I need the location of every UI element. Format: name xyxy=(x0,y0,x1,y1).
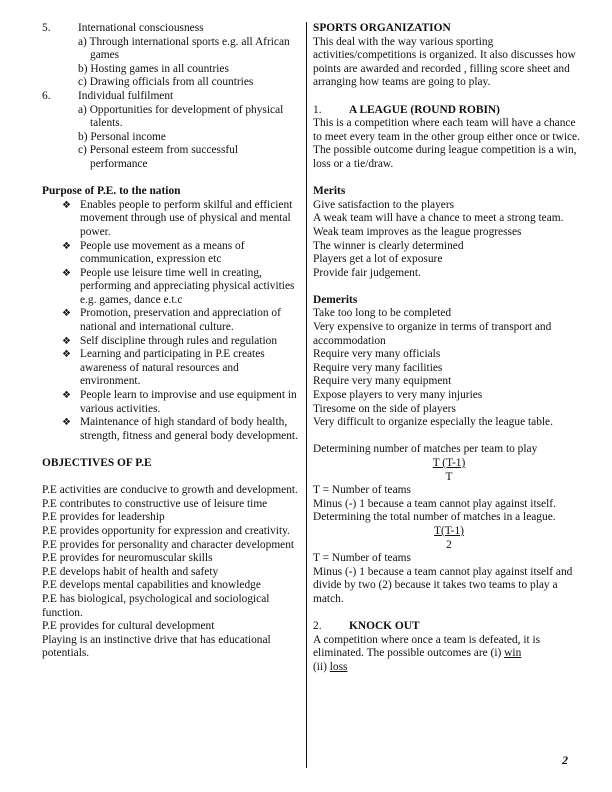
demerit-line: Take too long to be completed xyxy=(313,307,452,320)
demerit-line: Very difficult to organize especially the league table. xyxy=(313,416,553,429)
formula-denominator: T xyxy=(445,470,453,483)
sub-item: a) Through international sports e.g. all African games xyxy=(78,35,290,62)
list-item: ❖ People use leisure time well in creating, performing and appreciating physical activities e.g. games, dance e.t.c xyxy=(62,266,295,306)
sports-organization-heading: SPORTS ORGANIZATION xyxy=(313,22,451,34)
merit-line: Provide fair judgement. xyxy=(313,266,421,279)
outcome-win: win xyxy=(504,647,522,660)
bullet-icon: ❖ xyxy=(62,335,71,347)
list-item: ❖ Enables people to perform skilful and efficient movement through use of physical and mental power. xyxy=(62,198,293,238)
demerit-line: Require very many equipment xyxy=(313,375,452,388)
merit-line: Weak team improves as the league progresses xyxy=(313,225,522,238)
objectives-heading: OBJECTIVES OF P.E xyxy=(42,457,152,469)
merits-heading: Merits xyxy=(313,185,346,198)
bullet-icon: ❖ xyxy=(62,199,71,211)
demerit-line: Expose players to very many injuries xyxy=(313,389,483,402)
right-column xyxy=(313,22,585,675)
merit-line: Give satisfaction to the players xyxy=(313,198,455,211)
item-individual-fulfilment xyxy=(42,90,298,172)
objective-line: P.E activities are conducive to growth and development. xyxy=(42,484,298,497)
objective-line: P.E provides for cultural development xyxy=(42,620,215,633)
objective-line: P.E provides opportunity for expression and creativity. xyxy=(42,524,290,537)
objectives-list xyxy=(42,484,298,661)
section-number: 1. xyxy=(313,103,322,116)
knockout-heading xyxy=(313,620,585,634)
bullet-icon: ❖ xyxy=(62,240,71,252)
item-title: Individual fulfilment xyxy=(78,89,174,102)
bullet-icon: ❖ xyxy=(62,267,71,279)
formula-explanation: Minus (-) 1 because a team cannot play against itself. xyxy=(313,497,556,510)
objective-line: P.E provides for personality and character development xyxy=(42,538,295,551)
purpose-list xyxy=(42,199,298,444)
page-number: 2 xyxy=(562,753,568,767)
formula-intro: Determining number of matches per team to play xyxy=(313,443,538,456)
item-international-consciousness xyxy=(42,22,298,90)
objective-line: P.E has biological, psychological and sociological function. xyxy=(42,592,270,619)
league-heading xyxy=(313,104,585,118)
demerit-line: Tiresome on the side of players xyxy=(313,402,456,415)
bullet-icon: ❖ xyxy=(62,308,71,320)
league-text: This is a competition where each team will have a chance to meet every team in the other group either once or twice. The possible outcome during league competition is a win, loss or a tie/draw. xyxy=(313,117,580,170)
list-item: ❖ Learning and participating in P.E creates awareness of natural resources and environment. xyxy=(62,348,265,388)
formula-explanation: Minus (-) 1 because a team cannot play against itself and divide by two (2) because it takes two teams to play a match. xyxy=(313,565,573,605)
objective-line: Playing is an instinctive drive that has educational potentials. xyxy=(42,633,271,660)
objective-line: P.E provides for leadership xyxy=(42,511,165,524)
section-title: KNOCK OUT xyxy=(349,620,420,633)
knockout-text: A competition where once a team is defeated, it is eliminated. The possible outcomes are (i) win (ii) loss xyxy=(313,633,541,673)
sports-organization-text: This deal with the way various sporting activities/competitions is organized. It also discusses how points are awarded and recorded , filling score sheet and arranging how teams are going to play. xyxy=(313,35,576,89)
list-item: ❖ People learn to improvise and use equipment in various activities. xyxy=(62,389,297,415)
column-divider xyxy=(306,22,307,768)
bullet-icon: ❖ xyxy=(62,390,71,402)
sub-item: b) Personal income xyxy=(78,130,166,143)
merit-line: The winner is clearly determined xyxy=(313,239,464,252)
sub-item: c) Personal esteem from successful performance xyxy=(78,144,239,170)
merits-list xyxy=(313,199,585,281)
list-item: ❖ Maintenance of high standard of body health, strength, fitness and general body development. xyxy=(62,416,298,442)
formula-per-team xyxy=(313,443,585,511)
demerits-list xyxy=(313,307,585,429)
bullet-icon: ❖ xyxy=(62,349,71,361)
sub-item: a) Opportunities for development of physical talents. xyxy=(78,103,284,130)
item-number: 5. xyxy=(42,22,51,34)
outcome-loss: loss xyxy=(329,660,348,673)
objective-line: P.E provides for neuromuscular skills xyxy=(42,552,213,565)
formula-intro: Determining the total number of matches in a league. xyxy=(313,511,556,524)
list-item: ❖ People use movement as a means of communication, expression etc xyxy=(62,239,245,266)
sub-item: c) Drawing officials from all countries xyxy=(78,76,254,89)
sub-item: b) Hosting games in all countries xyxy=(78,62,229,75)
list-item: ❖ Promotion, preservation and appreciation of national and international culture. xyxy=(62,307,281,334)
objective-line: P.E develops mental capabilities and knowledge xyxy=(42,579,261,592)
bullet-icon: ❖ xyxy=(62,417,71,429)
formula-definition: T = Number of teams xyxy=(313,484,411,497)
objective-line: P.E develops habit of health and safety xyxy=(42,565,219,578)
list-item: ❖ Self discipline through rules and regulation xyxy=(62,334,278,347)
objective-line: P.E contributes to constructive use of leisure time xyxy=(42,497,268,510)
item-title: International consciousness xyxy=(78,22,204,34)
section-number: 2. xyxy=(313,620,322,633)
merit-line: A weak team will have a chance to meet a strong team. xyxy=(313,212,564,225)
formula-total xyxy=(313,511,585,606)
merit-line: Players get a lot of exposure xyxy=(313,253,443,266)
demerit-line: Require very many facilities xyxy=(313,361,443,374)
left-column xyxy=(42,22,298,661)
item-number: 6. xyxy=(42,89,51,102)
purpose-heading: Purpose of P.E. to the nation xyxy=(42,185,181,198)
demerit-line: Require very many officials xyxy=(313,348,441,361)
demerits-heading: Demerits xyxy=(313,293,358,306)
formula-denominator: 2 xyxy=(446,538,452,551)
formula-numerator: T (T-1) xyxy=(432,457,466,469)
section-title: A LEAGUE (ROUND ROBIN) xyxy=(349,103,500,116)
formula-numerator: T(T-1) xyxy=(434,524,464,537)
formula-definition: T = Number of teams xyxy=(313,552,411,565)
demerit-line: Very expensive to organize in terms of transport and accommodation xyxy=(313,321,552,347)
